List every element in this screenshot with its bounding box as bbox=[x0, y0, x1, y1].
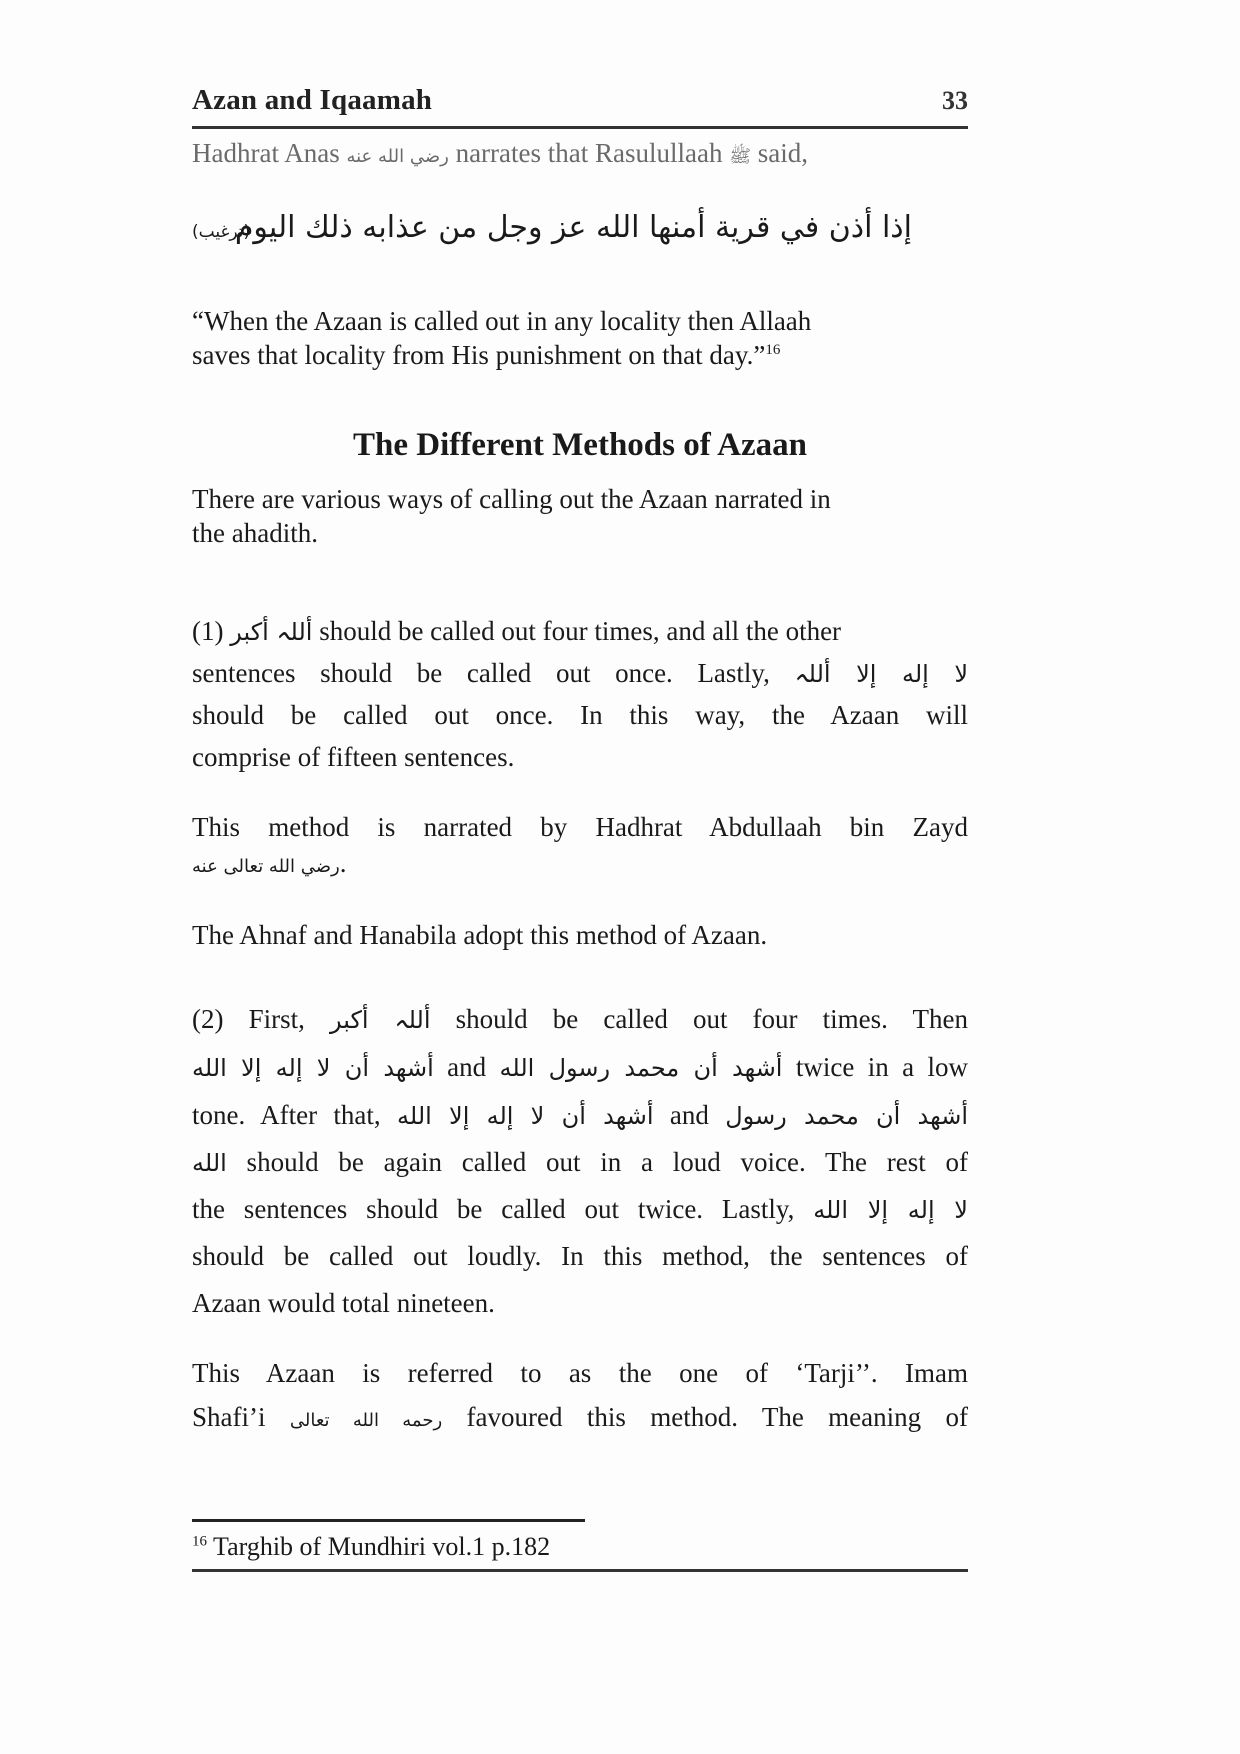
shahadah-risalah-arabic: أشهد أن محمد رسول bbox=[725, 1102, 968, 1130]
intro-text-post: said, bbox=[750, 138, 808, 168]
method2-number: (2) First, bbox=[192, 1004, 330, 1034]
section-intro-line-2 bbox=[192, 516, 968, 550]
section-heading: The Different Methods of Azaan bbox=[352, 427, 807, 463]
honorific-anas: رضي الله عنه bbox=[346, 146, 449, 167]
narration-line-2 bbox=[192, 846, 968, 884]
footnote-number: 16 bbox=[192, 1533, 207, 1550]
method1-text-1: should be called out four times, and all the other bbox=[312, 616, 842, 646]
shahadah-tawhid-arabic: أشهد أن لا إله إلا الله bbox=[397, 1102, 654, 1130]
footnote bbox=[192, 1532, 550, 1562]
method2-line-3 bbox=[192, 1098, 968, 1133]
footnote-ref: 16 bbox=[765, 342, 781, 358]
tarji-line-2 bbox=[192, 1400, 968, 1438]
tahlil-arabic: لا إله إلا أللہ bbox=[794, 660, 969, 688]
translation-text-1: “When the Azaan is called out in any locality then Allaah bbox=[192, 306, 812, 336]
tarji-text-2: Shafi’i bbox=[192, 1402, 290, 1432]
conjunction: and bbox=[653, 1100, 726, 1130]
tarji-line-1 bbox=[192, 1356, 968, 1390]
tarji-text-1: This Azaan is referred to as the one of ‘Tarji’’. Imam bbox=[192, 1358, 968, 1388]
honorific-prophet: ﷺ bbox=[729, 146, 751, 167]
narration-line-1 bbox=[192, 810, 968, 844]
shahadah-risalah-arabic: أشهد أن محمد رسول الله bbox=[499, 1054, 783, 1082]
method2-text-3: tone. After that, bbox=[192, 1100, 397, 1130]
footnote-rule bbox=[192, 1519, 585, 1522]
method2-text-2: twice in a low bbox=[782, 1052, 968, 1082]
method2-line-5 bbox=[192, 1192, 968, 1227]
narration-end: . bbox=[339, 848, 347, 878]
running-title: Azan and Iqaamah bbox=[192, 84, 433, 116]
intro-line bbox=[192, 136, 968, 174]
translation-text-2: saves that locality from His punishment on that day.” bbox=[192, 340, 766, 370]
hadith-arabic: إذا أذن في قرية أمنها الله عز وجل من عذابه ذلك اليوم bbox=[234, 210, 912, 245]
method2-line-4 bbox=[192, 1145, 968, 1180]
footnote-text: Targhib of Mundhiri vol.1 p.182 bbox=[207, 1532, 551, 1561]
adoption-line bbox=[192, 918, 968, 952]
hadith-source: (ترغيب) bbox=[192, 222, 251, 242]
method2-text-6: should be called out loudly. In this method, the sentences of bbox=[192, 1241, 968, 1271]
method1-number: (1) bbox=[192, 616, 231, 646]
section-intro-line-1 bbox=[192, 482, 968, 516]
adoption-text: The Ahnaf and Hanabila adopt this method of Azaan. bbox=[192, 920, 768, 950]
honorific-shafii: رحمه الله تعالى bbox=[289, 1410, 443, 1431]
footer-rule bbox=[192, 1569, 968, 1572]
translation-line-1 bbox=[192, 304, 968, 338]
method2-text-1: should be called out four times. Then bbox=[430, 1004, 968, 1034]
method1-text-2: sentences should be called out once. Lastly, bbox=[192, 658, 795, 688]
takbir-arabic: أللہ أكبر bbox=[230, 618, 313, 646]
method2-text-7: Azaan would total nineteen. bbox=[192, 1288, 495, 1318]
method1-text-4: comprise of fifteen sentences. bbox=[192, 742, 515, 772]
page-number: 33 bbox=[942, 86, 968, 115]
allah-arabic: الله bbox=[192, 1149, 227, 1177]
header-rule bbox=[192, 126, 968, 129]
method1-line-4 bbox=[192, 740, 968, 774]
tarji-text-3: favoured this method. The meaning of bbox=[442, 1402, 968, 1432]
narration-text: This method is narrated by Hadhrat Abdullaah bin Zayd bbox=[192, 812, 968, 842]
conjunction: and bbox=[433, 1052, 500, 1082]
section-intro-text-2: the ahadith. bbox=[192, 518, 318, 548]
shahadah-tawhid-arabic: أشهد أن لا إله إلا الله bbox=[192, 1054, 434, 1082]
intro-text-pre: Hadhrat Anas bbox=[192, 138, 347, 168]
tahlil-arabic: لا إله إلا الله bbox=[813, 1196, 968, 1224]
intro-text-mid: narrates that Rasulullaah bbox=[448, 138, 730, 168]
method2-line-7 bbox=[192, 1286, 968, 1320]
running-header bbox=[192, 84, 968, 124]
method1-text-3: should be called out once. In this way, the Azaan will bbox=[192, 700, 968, 730]
section-intro-text-1: There are various ways of calling out the Azaan narrated in bbox=[192, 484, 831, 514]
method1-line-1 bbox=[192, 614, 968, 649]
method2-text-4: should be again called out in a loud voice. The rest of bbox=[226, 1147, 968, 1177]
method2-text-5: the sentences should be called out twice. Lastly, bbox=[192, 1194, 814, 1224]
method1-line-2 bbox=[192, 656, 968, 691]
takbir-arabic: أللہ أكبر bbox=[329, 1006, 431, 1034]
method2-line-2 bbox=[192, 1050, 968, 1085]
method2-line-6 bbox=[192, 1239, 968, 1273]
method2-line-1 bbox=[192, 1002, 968, 1037]
translation-line-2 bbox=[192, 338, 968, 372]
honorific-abdullaah: رضي الله تعالى عنه bbox=[192, 856, 340, 877]
method1-line-3 bbox=[192, 698, 968, 732]
